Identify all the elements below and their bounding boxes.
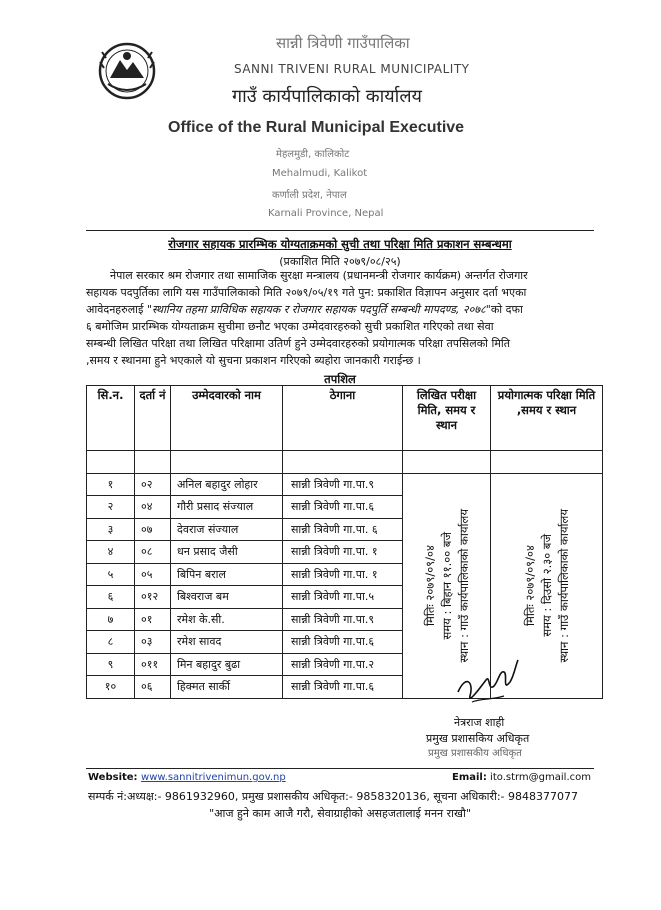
cell-serial: १ [87,473,135,496]
municipality-name-nepali: सान्नी त्रिवेणी गाउँपालिका [276,34,410,52]
practical-exam-date: मितिः २०७९/०९/०४ [523,545,537,626]
body-line-3 [86,302,523,317]
cell-registration: ०३ [135,631,171,654]
cell-address: सान्नी त्रिवेणी गा.पा.९ [283,608,403,631]
footer-divider [86,768,594,769]
body-line-3-prefix: आवेदनहरुलाई [86,303,144,316]
cell-registration: ०८ [135,541,171,564]
province-nepali: कर्णाली प्रदेश, नेपाल [272,190,347,201]
cell-address: सान्नी त्रिवेणी गा.पा.२ [283,653,403,676]
footer-website [88,772,286,783]
header-name: उम्मेदवारको नाम [171,386,283,451]
cell-serial: ६ [87,586,135,609]
cell-address: सान्नी त्रिवेणी गा.पा.६ [283,631,403,654]
municipality-emblem-icon [96,40,158,102]
cell-serial: ९ [87,653,135,676]
body-line-3-suffix: को दफा [490,303,523,316]
cell-address: सान्नी त्रिवेणी गा.पा. १ [283,563,403,586]
email-label: Email: [452,772,487,783]
footer-contact: सम्पर्क नं:अध्यक्ष:- 9861932960, प्रमुख प्रशासकीय अधिकृत:- 9858320136, सूचना अधिकारी:- 9848377077 [88,790,579,803]
body-line-2: सहायक पदपुर्तिका लागि यस गाउँपालिकाको मिति २०७९/०५/१९ गते पुन: प्रकाशित विज्ञापन अनुसार दर्ता भएका [86,286,527,299]
cell-serial: ८ [87,631,135,654]
cell-name: देवराज संज्याल [171,518,283,541]
letterhead-divider [86,230,594,231]
header-address: ठेगाना [283,386,403,451]
municipality-name-english: SANNI TRIVENI RURAL MUNICIPALITY [234,62,470,76]
signatory-name: नेत्रराज शाही [454,716,505,729]
footer-slogan: "आज हुने काम आजै गरौ, सेवाग्राहीको असहजतालाई मनन राखौ" [209,807,471,820]
footer-email [452,772,591,783]
header-registration: दर्ता नं [135,386,171,451]
cell-registration: ०११ [135,653,171,676]
written-exam-date: मितिः २०७९/०९/०४ [423,545,437,626]
body-line-3-italic: "स्थानिय तहमा प्राविधिक सहायक र रोजगार सहायक पदपुर्ति सम्बन्धी मापदण्ड, २०७८" [146,303,491,316]
cell-serial: ७ [87,608,135,631]
cell-name: हिक्मत सार्की [171,676,283,699]
cell-name: अनिल बहादुर लोहार [171,473,283,496]
cell-address: सान्नी त्रिवेणी गा.पा.६ [283,496,403,519]
cell-name: रमेश के.सी. [171,608,283,631]
website-link[interactable]: www.sannitrivenimun.gov.np [141,772,286,783]
table-row [87,473,603,496]
spacer-row [87,451,603,474]
cell-name: रमेश सावद [171,631,283,654]
body-line-4: ६ बमोजिम प्रारम्भिक योग्यताक्रम सुचीमा छनौट भएका उम्मेदवारहरुको सुची प्रकाशित गरिएको तथा सेवा [86,320,494,333]
notice-subject: रोजगार सहायक प्रारम्भिक योग्यताक्रमको सुची तथा परिक्षा मिति प्रकाशन सम्बन्धमा [168,237,512,251]
cell-address: सान्नी त्रिवेणी गा.पा.६ [283,676,403,699]
cell-registration: ०६ [135,676,171,699]
cell-address: सान्नी त्रिवेणी गा.पा.९ [283,473,403,496]
cell-registration: ०४ [135,496,171,519]
cell-address: सान्नी त्रिवेणी गा.पा. ६ [283,518,403,541]
location-english: Mehalmudi, Kalikot [272,168,368,179]
body-line-5: सम्बन्धी लिखित परिक्षा तथा लिखित परिक्षामा उतिर्ण हुने उम्मेदवारहरुको प्रयोगात्मक परिक्षा तपसिलको मिति [86,337,511,350]
location-nepali: मेहलमुडी, कालिकोट [276,149,350,160]
cell-serial: १० [87,676,135,699]
body-line-6: ,समय र स्थानमा हुने भएकाले यो सुचना प्रकाशन गरिएको ब्यहोरा जानकारी गराईन्छ । [86,354,421,367]
cell-address: सान्नी त्रिवेणी गा.पा. १ [283,541,403,564]
cell-name: धन प्रसाद जैसी [171,541,283,564]
cell-name: बिपिन बराल [171,563,283,586]
signatory-stamp-title: प्रमुख प्रशासकीय अधिकृत [428,748,522,759]
published-date: (प्रकाशित मिति २०७९/०८/२५) [279,255,401,268]
cell-name: बिश्वराज बम [171,586,283,609]
candidate-table [86,385,603,699]
practical-exam-place: स्थान : गाउँ कार्यपालिकाको कार्यालय [557,508,571,663]
signatory-title: प्रमुख प्रशासकिय अधिकृत [426,732,530,745]
practical-exam-time: समय : दिउसो २.३० बजे [540,534,554,637]
website-label: Website: [88,772,138,783]
cell-registration: ०७ [135,518,171,541]
header-practical-exam: प्रयोगात्मक परिक्षा मिति ,समय र स्थान [491,386,603,451]
cell-registration: ०५ [135,563,171,586]
cell-registration: ०१ [135,608,171,631]
header-written-exam: लिखित परीक्षा मिति, समय र स्थान [403,386,491,451]
body-line-1: नेपाल सरकार श्रम रोजगार तथा सामाजिक सुरक्षा मन्त्रालय (प्रधानमन्त्री रोजगार कार्यक्रम) अन्तर्गत रोजगार [110,269,528,282]
table-header-row [87,386,603,451]
cell-serial: ३ [87,518,135,541]
cell-name: मिन बहादुर बुढा [171,653,283,676]
written-exam-time: समय : बिहान ११.०० बजे [440,531,454,640]
cell-name: गौरी प्रसाद संज्याल [171,496,283,519]
cell-serial: ४ [87,541,135,564]
written-exam-place: स्थान : गाउँ कार्यपालिकाको कार्यालय [457,508,471,663]
office-name-english: Office of the Rural Municipal Executive [168,119,465,136]
handwritten-signature-icon [452,652,524,716]
cell-serial: ५ [87,563,135,586]
cell-registration: ०१२ [135,586,171,609]
office-name-nepali: गाउँ कार्यपालिकाको कार्यालय [232,86,422,107]
cell-registration: ०२ [135,473,171,496]
province-english: Karnali Province, Nepal [268,208,384,219]
email-address[interactable]: ito.strm@gmail.com [490,772,591,783]
cell-address: सान्नी त्रिवेणी गा.पा.५ [283,586,403,609]
cell-serial: २ [87,496,135,519]
header-serial: सि.न. [87,386,135,451]
table-caption: तपशिल [324,372,356,386]
